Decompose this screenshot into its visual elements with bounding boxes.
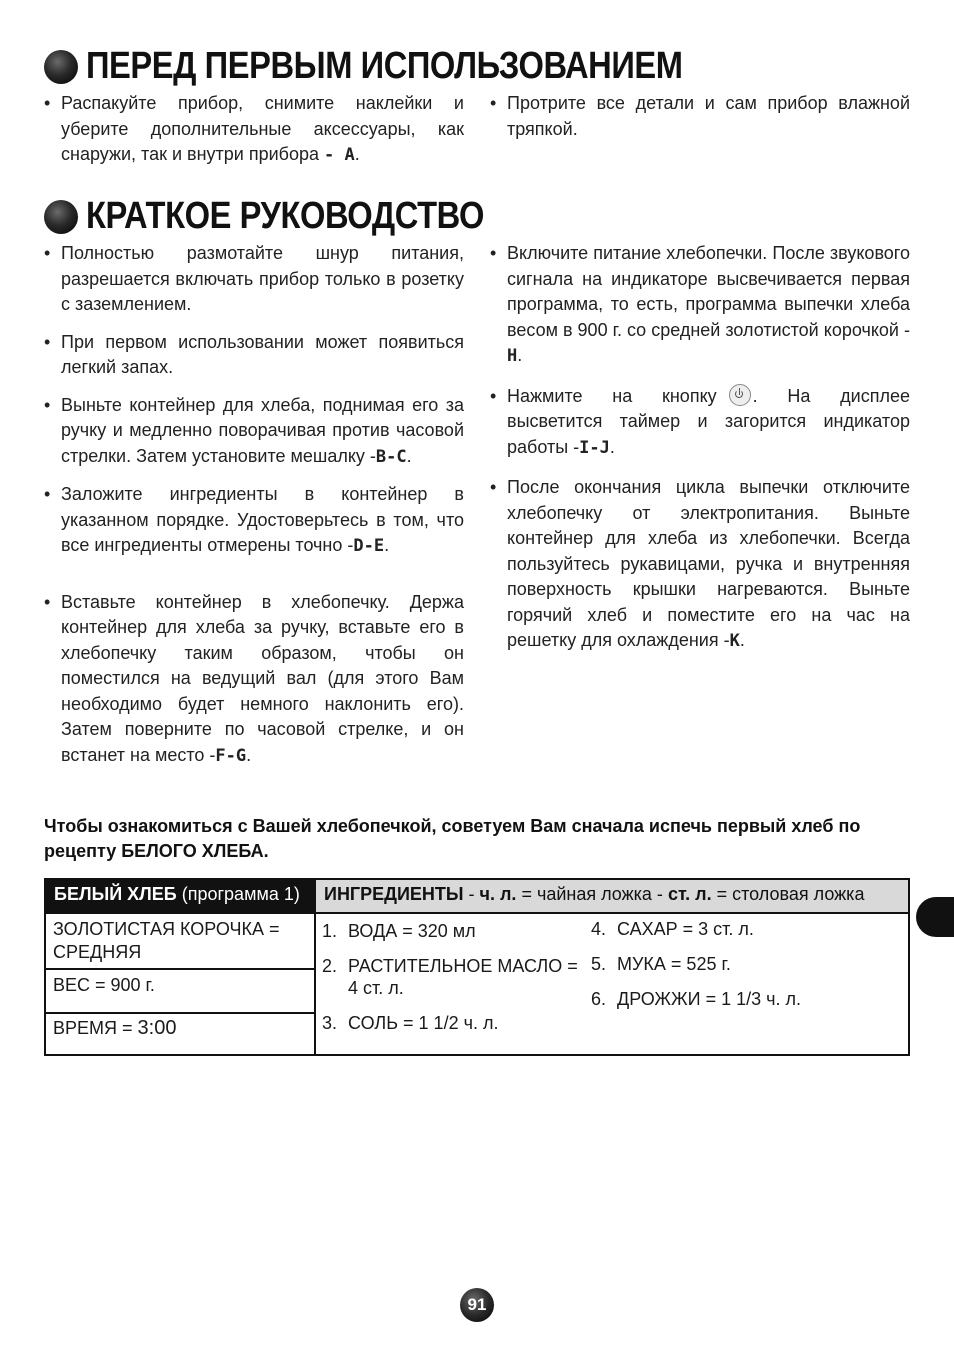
bullet-item: • Выньте контейнер для хлеба, поднимая его за ручку и медленно поворачивая против часовой стрелки. Затем установите мешалку -B-C. xyxy=(44,393,464,471)
section-title-quick-guide xyxy=(44,195,549,238)
quick-guide-right-column xyxy=(490,241,910,655)
language-tab-marker xyxy=(916,897,954,937)
first-use-left-column xyxy=(44,91,464,169)
bullet-item: • Протрите все детали и сам прибор влажной тряпкой. xyxy=(490,91,910,142)
page-number: 91 xyxy=(460,1288,494,1322)
section-bullet-icon xyxy=(44,50,78,84)
first-use-right-column xyxy=(490,91,910,142)
bullet-item: • При первом использовании может появиться легкий запах. xyxy=(44,330,464,381)
bullet-item: • Вставьте контейнер в хлебопечку. Держа контейнер для хлеба за ручку, вставьте его в хлебопечку таким образом, чтобы он поместился на ведущий вал (для этого Вам необходимо будет немного наклонить его). Затем поверните по часовой стрелке, и он встанет на место -F-G. xyxy=(44,590,464,770)
bullet-item: • Распакуйте прибор, снимите наклейки и уберите дополнительные аксессуары, как снаружи, так и внутри прибора - A. xyxy=(44,91,464,169)
ingredient-item: 2. РАСТИТЕЛЬНОЕ МАСЛО = 4 ст. л. xyxy=(322,956,578,998)
ingredient-item: 6. ДРОЖЖИ = 1 1/3 ч. л. xyxy=(591,989,802,1009)
recipe-time: ВРЕМЯ = 3:00 xyxy=(45,1013,315,1055)
quick-guide-left-column xyxy=(44,241,464,769)
bullet-item: • Полностью размотайте шнур питания, разрешается включать прибор только в розетку с заземлением. xyxy=(44,241,464,318)
section-heading: ПЕРЕД ПЕРВЫМ ИСПОЛЬЗОВАНИЕМ xyxy=(86,45,683,87)
ingredient-item: 4. САХАР = 3 ст. л. xyxy=(591,919,754,939)
section-title-first-use xyxy=(44,45,780,88)
section-bullet-icon xyxy=(44,200,78,234)
recipe-table xyxy=(44,878,910,1056)
ingredient-item: 1. ВОДА = 320 мл xyxy=(322,921,476,941)
recipe-header-name: БЕЛЫЙ ХЛЕБ (программа 1) xyxy=(45,879,315,913)
bullet-item: • После окончания цикла выпечки отключите хлебопечку от электропитания. Выньте контейнер для хлеба из хлебопечки. Всегда пользуйтесь рукавицами, ручка и внутренняя поверхность крышки нагреваются. Выньте горячий хлеб и поместите его на час на решетку для охлаждения -K. xyxy=(490,475,910,655)
power-button-icon xyxy=(729,384,751,406)
recipe-crust: ЗОЛОТИСТАЯ КОРОЧКА = СРЕДНЯЯ xyxy=(45,913,315,969)
ingredient-item: 3. СОЛЬ = 1 1/2 ч. л. xyxy=(322,1013,499,1033)
recipe-weight: ВЕС = 900 г. xyxy=(45,969,315,1013)
bullet-item: • Включите питание хлебопечки. После звукового сигнала на индикаторе высвечивается первая программа, то есть, программа выпечки хлеба весом в 900 г. со средней золотистой корочкой -H. xyxy=(490,241,910,370)
ingredients-column-2 xyxy=(585,913,909,1055)
ingredients-header: ИНГРЕДИЕНТЫ - ч. л. = чайная ложка - ст. л. = столовая ложка xyxy=(315,879,909,913)
bullet-item: • Заложите ингредиенты в контейнер в указанном порядке. Удостоверьтесь в том, что все ингредиенты отмерены точно -D-E. xyxy=(44,482,464,560)
ingredients-column-1 xyxy=(315,913,585,1055)
section-heading: КРАТКОЕ РУКОВОДСТВО xyxy=(86,195,484,237)
ingredient-item: 5. МУКА = 525 г. xyxy=(591,954,731,974)
bullet-item: • Нажмите на кнопку . На дисплее высветится таймер и загорится индикатор работы -I-J. xyxy=(490,384,910,462)
recipe-intro: Чтобы ознакомиться с Вашей хлебопечкой, советуем Вам сначала испечь первый хлеб по рецепту БЕЛОГО ХЛЕБА. xyxy=(44,816,861,861)
